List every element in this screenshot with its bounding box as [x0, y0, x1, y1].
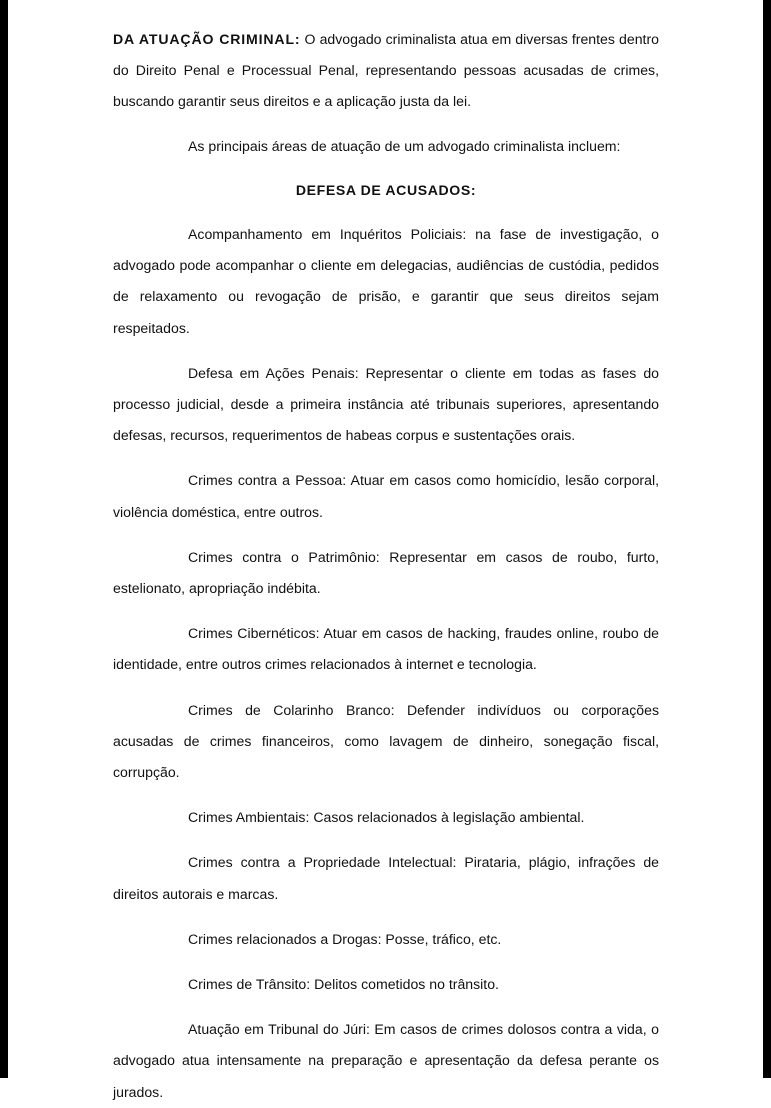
- spacer: [113, 788, 659, 802]
- document-text-body: [113, 24, 659, 1108]
- right-edge-bar: [763, 0, 771, 1078]
- paragraph-crimes-contra-pessoa: Crimes contra a Pessoa: Atuar em casos como homicídio, lesão corporal, violência doméstica, entre outros.: [113, 472, 659, 520]
- spacer: [113, 344, 659, 358]
- section-heading-defesa-de-acusados: DEFESA DE ACUSADOS:: [295, 181, 477, 198]
- paragraph-crimes-drogas: Crimes relacionados a Drogas: Posse, tráfico, etc.: [188, 930, 502, 947]
- paragraph-propriedade-intelectual: Crimes contra a Propriedade Intelectual: Pirataria, plágio, infrações de direitos autorais e marcas.: [113, 854, 659, 902]
- intro-body-text: O advogado criminalista atua em diversas frentes dentro do Direito Penal e Processual Penal, representando pessoas acusadas de crimes, buscando garantir seus direitos e a aplicação justa da lei.: [113, 31, 659, 110]
- paragraph-crimes-colarinho-branco: Crimes de Colarinho Branco: Defender indivíduos ou corporações acusadas de crimes financeiros, como lavagem de dinheiro, sonegação fiscal, corrupção.: [113, 701, 659, 781]
- intro-heading: DA ATUAÇÃO CRIMINAL:: [113, 31, 301, 47]
- left-edge-bar: [0, 0, 8, 1078]
- spacer: [113, 162, 659, 175]
- paragraph-tribunal-do-juri: Atuação em Tribunal do Júri: Em casos de crimes dolosos contra a vida, o advogado atua intensamente na preparação e apresentação da defesa perante os jurados.: [113, 1021, 659, 1100]
- paragraph-crimes-ambientais: Crimes Ambientais: Casos relacionados à legislação ambiental.: [188, 809, 585, 826]
- spacer: [113, 451, 659, 465]
- lead-in-paragraph: As principais áreas de atuação de um advogado criminalista incluem:: [188, 137, 621, 154]
- paragraph-crimes-contra-patrimonio: Crimes contra o Patrimônio: Representar em casos de roubo, furto, estelionato, apropriação indébita.: [113, 548, 659, 597]
- spacer: [113, 118, 659, 131]
- spacer: [113, 604, 659, 618]
- paragraph-acoes-penais: Defesa em Ações Penais: Representar o cliente em todas as fases do processo judicial, desde a primeira instância até tribunais superiores, apresentando defesas, recursos, requerimentos de habeas corpus e sustentações orais.: [113, 364, 659, 444]
- intro-paragraph: [113, 24, 659, 118]
- spacer: [113, 910, 659, 924]
- paragraph-inqueritos-policiais: Acompanhamento em Inquéritos Policiais: na fase de investigação, o advogado pode acompanhar o cliente em delegacias, audiências de custódia, pedidos de relaxamento ou revogação de prisão, e garantir que seus direitos sejam respeitados.: [113, 226, 659, 336]
- paragraph-crimes-transito: Crimes de Trânsito: Delitos cometidos no trânsito.: [188, 976, 499, 993]
- paragraph-crimes-ciberneticos: Crimes Cibernéticos: Atuar em casos de hacking, fraudes online, roubo de identidade, entre outros crimes relacionados à internet e tecnologia.: [113, 625, 659, 673]
- spacer: [113, 1000, 659, 1014]
- spacer: [113, 206, 659, 219]
- spacer: [113, 833, 659, 847]
- spacer: [113, 681, 659, 695]
- spacer: [113, 528, 659, 542]
- spacer: [113, 955, 659, 969]
